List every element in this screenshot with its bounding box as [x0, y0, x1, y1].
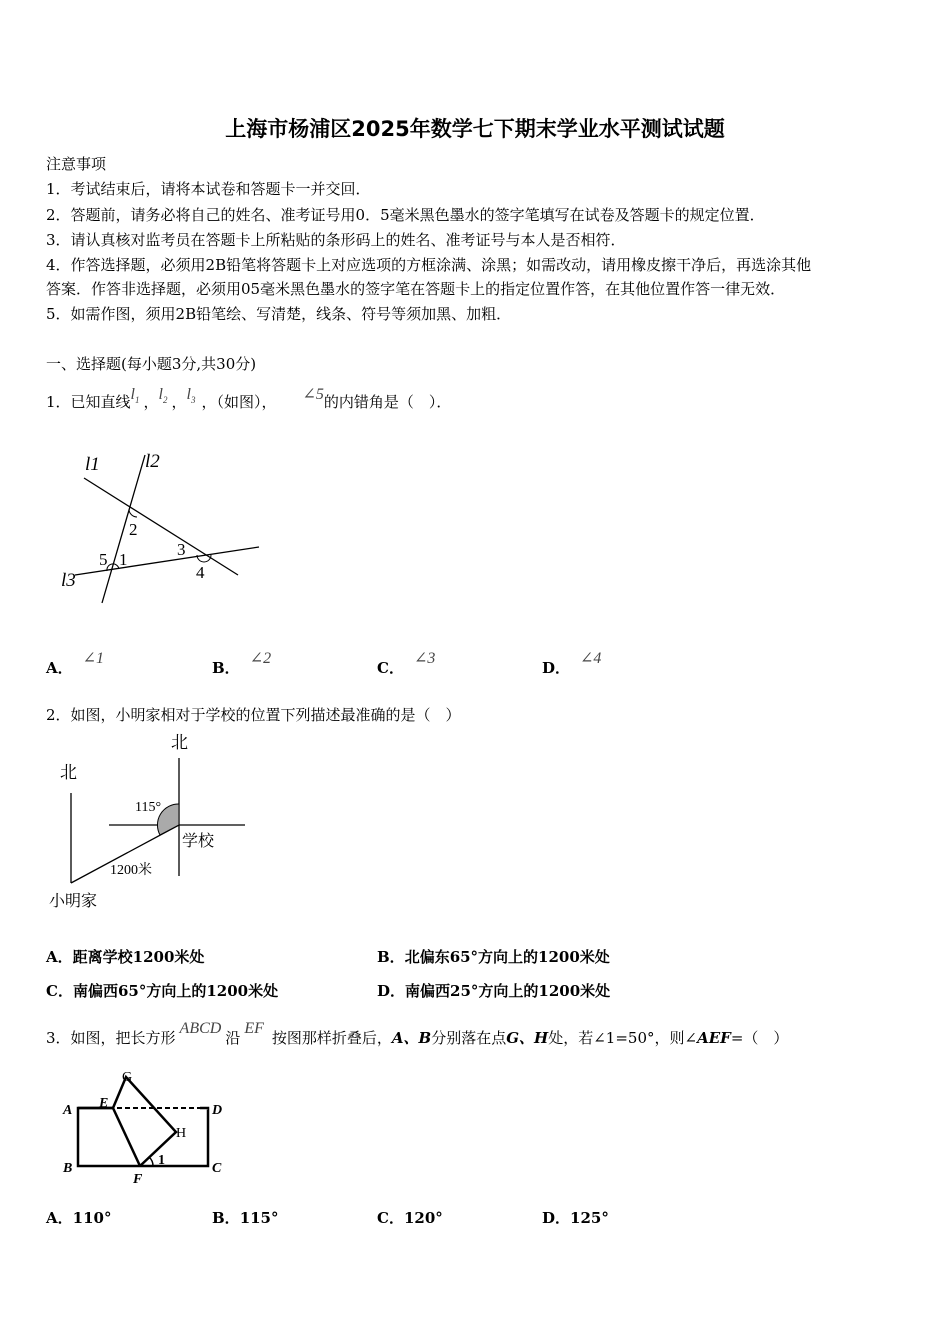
fold-line-ef	[113, 1108, 140, 1166]
label-1: 1	[119, 550, 128, 569]
q1-angle: ∠5	[302, 386, 324, 403]
home-label: 小明家	[49, 893, 98, 910]
q3-option-b[interactable]: B．115°	[212, 1209, 279, 1227]
folded-part	[113, 1077, 176, 1166]
notice-heading: 注意事项	[46, 155, 107, 173]
q1-figure	[55, 445, 270, 610]
school-label: 学校	[182, 833, 215, 850]
q2-option-b[interactable]: B．北偏东65°方向上的1200米处	[377, 948, 610, 966]
notice-item: 3．请认真核对监考员在答题卡上所粘贴的条形码上的姓名、准考证号与本人是否相符．	[46, 231, 626, 249]
north-label-left: 北	[60, 763, 77, 782]
q1-prefix: 1．已知直线	[46, 393, 131, 411]
label-3: 3	[177, 540, 186, 559]
q3-rect-label: ABCD	[179, 1020, 222, 1037]
rectangle-abcd	[78, 1108, 208, 1166]
angle-label: 115°	[135, 800, 162, 815]
q1-option-d[interactable]: D．∠4	[542, 650, 602, 677]
q3-option-a[interactable]: A．110°	[46, 1209, 112, 1227]
notice-item: 4．作答选择题，必须用2B铅笔将答题卡上对应选项的方框涂满、涂黑；如需改动，请用橡皮擦干净后，再选涂其他	[46, 256, 812, 274]
q1-l1: $l_1$	[130, 386, 140, 406]
label-G: G	[122, 1070, 133, 1085]
label-4: 4	[196, 563, 205, 582]
label-l2: l2	[145, 451, 160, 472]
angle-1-arc	[149, 1157, 153, 1166]
q1-l2: $l_2$	[158, 386, 168, 406]
q3-stem: 3．如图，把长方形ABCD沿EF按图那样折叠后，A、B分别落在点G、H处，若∠1=50°，则∠AEF=（ ）	[46, 1020, 789, 1047]
q2-option-d[interactable]: D．南偏西25°方向上的1200米处	[377, 982, 611, 1000]
notice-item: 5．如需作图，须用2B铅笔绘、写清楚，线条、符号等须加黑、加粗．	[46, 305, 512, 323]
q1-option-b[interactable]: B．∠2	[212, 650, 272, 677]
q2-stem: 2．如图，小明家相对于学校的位置下列描述最准确的是（ ）	[46, 706, 461, 724]
label-D: D	[212, 1103, 223, 1118]
q1-option-a[interactable]: A．∠1	[46, 650, 105, 677]
notice-item: 2．答题前，请务必将自己的姓名、准考证号用0．5毫米黑色墨水的签字笔填写在试卷及答题卡的规定位置．	[46, 206, 765, 224]
q3-option-c[interactable]: C．120°	[377, 1209, 443, 1227]
q3-fold-label: EF	[244, 1020, 264, 1037]
label-5: 5	[99, 550, 108, 569]
q2-option-a[interactable]: A．距离学校1200米处	[46, 948, 205, 966]
label-1: 1	[158, 1153, 165, 1168]
section-heading: 一、选择题(每小题3分,共30分)	[46, 355, 257, 373]
q2-option-c[interactable]: C．南偏西65°方向上的1200米处	[46, 982, 279, 1000]
label-B: B	[63, 1161, 73, 1176]
label-l3: l3	[61, 570, 76, 591]
page-title: 上海市杨浦区2025年数学七下期末学业水平测试试题	[225, 117, 725, 141]
label-A: A	[63, 1103, 73, 1118]
q1-stem: 1．已知直线$l_1$ ，$l_2$ ，$l_3$ ，（如图）， ∠5的内错角是（ ）．	[46, 386, 452, 411]
label-F: F	[133, 1172, 143, 1187]
label-E: E	[99, 1096, 109, 1111]
line-l2	[102, 455, 145, 603]
q3-figure	[55, 1062, 240, 1187]
notice-item: 1．考试结束后，请将本试卷和答题卡一并交回．	[46, 180, 371, 198]
label-H: H	[176, 1126, 187, 1141]
distance-label: 1200米	[110, 863, 152, 878]
notice-item: 答案．作答非选择题，必须用05毫米黑色墨水的签字笔在答题卡上的指定位置作答，在其他位置作答一律无效．	[46, 280, 786, 298]
q1-l3: $l_3$	[186, 386, 196, 406]
q1-option-c[interactable]: C．∠3	[377, 650, 436, 677]
q2-figure	[45, 728, 260, 913]
north-label-right: 北	[171, 733, 188, 752]
label-C: C	[212, 1161, 222, 1176]
label-2: 2	[129, 520, 138, 539]
label-l1: l1	[85, 454, 100, 475]
q3-option-d[interactable]: D．125°	[542, 1209, 609, 1227]
